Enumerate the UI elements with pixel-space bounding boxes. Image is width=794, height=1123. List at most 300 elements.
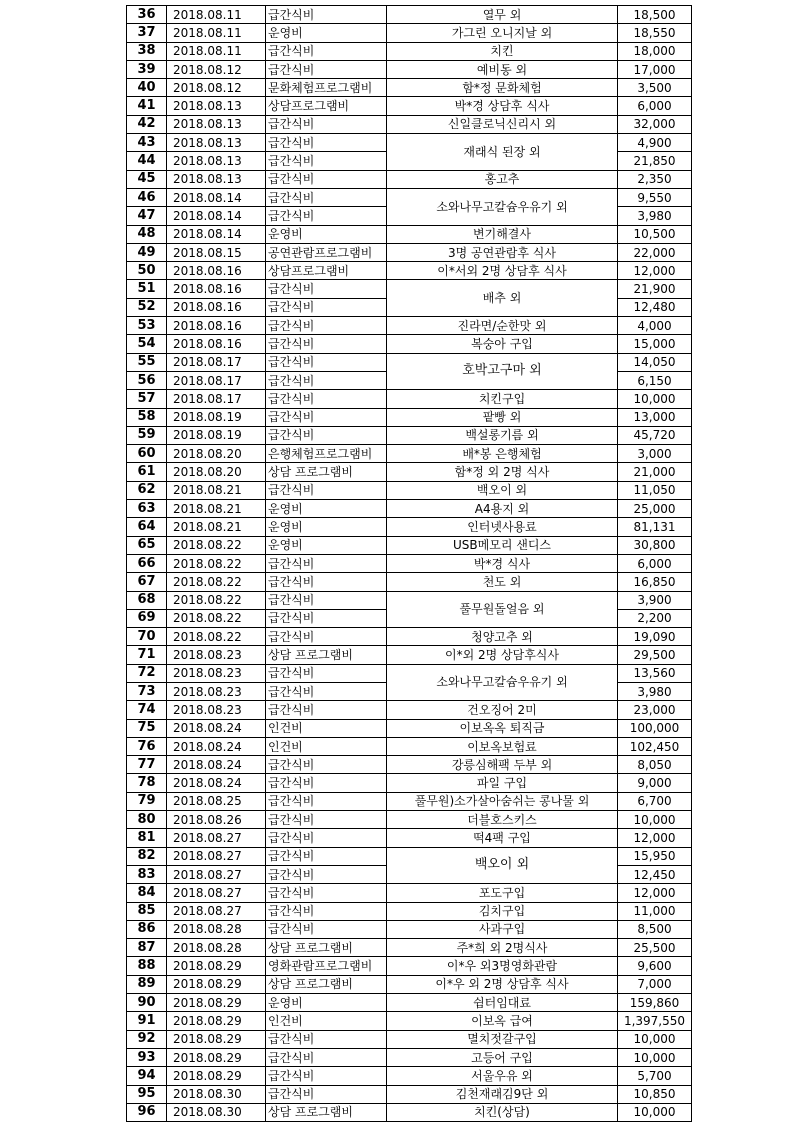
row-amount: 8,050 bbox=[618, 756, 692, 774]
row-category: 상담 프로그램비 bbox=[266, 1103, 387, 1121]
row-description: 호박고구마 외 bbox=[387, 353, 618, 390]
row-number: 85 bbox=[127, 902, 167, 920]
row-description: 치킨 bbox=[387, 42, 618, 60]
row-description: 진라면/순한맛 외 bbox=[387, 317, 618, 335]
row-date: 2018.08.22 bbox=[167, 609, 266, 627]
table-row bbox=[127, 957, 692, 975]
table-row bbox=[127, 554, 692, 572]
row-category: 급간식비 bbox=[266, 701, 387, 719]
row-description: 치킨(상담) bbox=[387, 1103, 618, 1121]
row-date: 2018.08.23 bbox=[167, 682, 266, 700]
table-row bbox=[127, 115, 692, 133]
table-row bbox=[127, 902, 692, 920]
row-number: 50 bbox=[127, 262, 167, 280]
row-date: 2018.08.13 bbox=[167, 152, 266, 170]
table-row bbox=[127, 719, 692, 737]
row-amount: 11,050 bbox=[618, 481, 692, 499]
row-date: 2018.08.29 bbox=[167, 1012, 266, 1030]
row-date: 2018.08.22 bbox=[167, 628, 266, 646]
row-amount: 2,200 bbox=[618, 609, 692, 627]
row-amount: 21,900 bbox=[618, 280, 692, 298]
row-amount: 6,000 bbox=[618, 97, 692, 115]
row-description: 배추 외 bbox=[387, 280, 618, 317]
row-category: 상담프로그램비 bbox=[266, 262, 387, 280]
row-category: 급간식비 bbox=[266, 426, 387, 444]
row-amount: 30,800 bbox=[618, 536, 692, 554]
row-category: 급간식비 bbox=[266, 170, 387, 188]
row-category: 급간식비 bbox=[266, 317, 387, 335]
row-date: 2018.08.28 bbox=[167, 920, 266, 938]
row-number: 42 bbox=[127, 115, 167, 133]
row-number: 84 bbox=[127, 884, 167, 902]
table-row bbox=[127, 24, 692, 42]
row-amount: 4,000 bbox=[618, 317, 692, 335]
row-category: 인건비 bbox=[266, 1012, 387, 1030]
row-description: 떡4팩 구입 bbox=[387, 829, 618, 847]
row-number: 66 bbox=[127, 554, 167, 572]
row-number: 79 bbox=[127, 792, 167, 810]
row-category: 급간식비 bbox=[266, 920, 387, 938]
table-row bbox=[127, 792, 692, 810]
table-row bbox=[127, 42, 692, 60]
row-number: 63 bbox=[127, 500, 167, 518]
row-date: 2018.08.27 bbox=[167, 847, 266, 865]
row-amount: 6,000 bbox=[618, 554, 692, 572]
table-row bbox=[127, 756, 692, 774]
row-date: 2018.08.25 bbox=[167, 792, 266, 810]
row-category: 급간식비 bbox=[266, 1030, 387, 1048]
row-date: 2018.08.30 bbox=[167, 1085, 266, 1103]
row-date: 2018.08.20 bbox=[167, 445, 266, 463]
table-row bbox=[127, 262, 692, 280]
row-description: 치킨구입 bbox=[387, 390, 618, 408]
row-number: 45 bbox=[127, 170, 167, 188]
table-row bbox=[127, 1103, 692, 1121]
row-category: 급간식비 bbox=[266, 609, 387, 627]
table-row bbox=[127, 243, 692, 261]
row-date: 2018.08.13 bbox=[167, 115, 266, 133]
table-row bbox=[127, 1030, 692, 1048]
row-date: 2018.08.11 bbox=[167, 6, 266, 24]
table-row bbox=[127, 1085, 692, 1103]
row-date: 2018.08.28 bbox=[167, 939, 266, 957]
row-date: 2018.08.14 bbox=[167, 225, 266, 243]
row-date: 2018.08.13 bbox=[167, 134, 266, 152]
row-amount: 15,950 bbox=[618, 847, 692, 865]
row-description: 이*외 2명 상담후식사 bbox=[387, 646, 618, 664]
table-row bbox=[127, 1048, 692, 1066]
row-date: 2018.08.24 bbox=[167, 756, 266, 774]
row-amount: 3,500 bbox=[618, 79, 692, 97]
row-amount: 32,000 bbox=[618, 115, 692, 133]
row-date: 2018.08.29 bbox=[167, 975, 266, 993]
row-category: 급간식비 bbox=[266, 115, 387, 133]
row-number: 80 bbox=[127, 811, 167, 829]
row-description: 3명 공연관람후 식사 bbox=[387, 243, 618, 261]
row-category: 급간식비 bbox=[266, 42, 387, 60]
row-number: 87 bbox=[127, 939, 167, 957]
row-number: 37 bbox=[127, 24, 167, 42]
row-description: 서울우유 외 bbox=[387, 1067, 618, 1085]
row-amount: 17,000 bbox=[618, 60, 692, 78]
table-row bbox=[127, 1012, 692, 1030]
table-row bbox=[127, 500, 692, 518]
row-amount: 12,000 bbox=[618, 262, 692, 280]
row-description: 김치구입 bbox=[387, 902, 618, 920]
row-date: 2018.08.22 bbox=[167, 573, 266, 591]
row-amount: 10,000 bbox=[618, 390, 692, 408]
row-amount: 9,550 bbox=[618, 188, 692, 206]
row-amount: 25,500 bbox=[618, 939, 692, 957]
row-amount: 6,150 bbox=[618, 371, 692, 389]
row-date: 2018.08.16 bbox=[167, 317, 266, 335]
row-number: 92 bbox=[127, 1030, 167, 1048]
table-row bbox=[127, 280, 692, 298]
row-date: 2018.08.16 bbox=[167, 298, 266, 316]
row-category: 상담프로그램비 bbox=[266, 97, 387, 115]
row-amount: 81,131 bbox=[618, 518, 692, 536]
row-description: 가그린 오니지날 외 bbox=[387, 24, 618, 42]
row-category: 급간식비 bbox=[266, 884, 387, 902]
row-date: 2018.08.29 bbox=[167, 1048, 266, 1066]
row-date: 2018.08.23 bbox=[167, 646, 266, 664]
row-amount: 45,720 bbox=[618, 426, 692, 444]
row-number: 83 bbox=[127, 865, 167, 883]
table-row bbox=[127, 591, 692, 609]
row-description: 이*우 외3명영화관람 bbox=[387, 957, 618, 975]
row-date: 2018.08.11 bbox=[167, 42, 266, 60]
row-amount: 12,000 bbox=[618, 884, 692, 902]
row-category: 급간식비 bbox=[266, 1067, 387, 1085]
row-description: USB메모리 샌디스 bbox=[387, 536, 618, 554]
row-date: 2018.08.14 bbox=[167, 188, 266, 206]
row-category: 상담 프로그램비 bbox=[266, 975, 387, 993]
table-row bbox=[127, 60, 692, 78]
table-row bbox=[127, 134, 692, 152]
row-description: 예비동 외 bbox=[387, 60, 618, 78]
expense-ledger-table bbox=[126, 5, 692, 1122]
row-description: 소와나무고칼슘우유기 외 bbox=[387, 664, 618, 701]
row-description: 강릉심해팩 두부 외 bbox=[387, 756, 618, 774]
row-number: 67 bbox=[127, 573, 167, 591]
row-category: 문화체험프로그램비 bbox=[266, 79, 387, 97]
table-row bbox=[127, 701, 692, 719]
row-amount: 12,000 bbox=[618, 829, 692, 847]
table-row bbox=[127, 884, 692, 902]
row-amount: 8,500 bbox=[618, 920, 692, 938]
row-date: 2018.08.29 bbox=[167, 1030, 266, 1048]
row-amount: 21,000 bbox=[618, 463, 692, 481]
row-number: 82 bbox=[127, 847, 167, 865]
table-row bbox=[127, 811, 692, 829]
row-category: 급간식비 bbox=[266, 188, 387, 206]
table-row bbox=[127, 829, 692, 847]
row-description: 이보옥옥 퇴직금 bbox=[387, 719, 618, 737]
row-date: 2018.08.30 bbox=[167, 1103, 266, 1121]
row-number: 73 bbox=[127, 682, 167, 700]
row-date: 2018.08.17 bbox=[167, 390, 266, 408]
row-date: 2018.08.29 bbox=[167, 1067, 266, 1085]
row-date: 2018.08.27 bbox=[167, 829, 266, 847]
row-description: 박*경 상담후 식사 bbox=[387, 97, 618, 115]
row-description: 팥빵 외 bbox=[387, 408, 618, 426]
row-amount: 100,000 bbox=[618, 719, 692, 737]
table-row bbox=[127, 847, 692, 865]
row-amount: 9,600 bbox=[618, 957, 692, 975]
table-row bbox=[127, 518, 692, 536]
row-date: 2018.08.16 bbox=[167, 280, 266, 298]
row-category: 급간식비 bbox=[266, 481, 387, 499]
row-category: 급간식비 bbox=[266, 902, 387, 920]
row-date: 2018.08.26 bbox=[167, 811, 266, 829]
row-category: 급간식비 bbox=[266, 591, 387, 609]
row-description: 이보옥 급여 bbox=[387, 1012, 618, 1030]
row-date: 2018.08.24 bbox=[167, 774, 266, 792]
row-category: 급간식비 bbox=[266, 682, 387, 700]
row-date: 2018.08.14 bbox=[167, 207, 266, 225]
row-category: 급간식비 bbox=[266, 847, 387, 865]
row-date: 2018.08.20 bbox=[167, 463, 266, 481]
row-description: 쉼터임대료 bbox=[387, 994, 618, 1012]
row-date: 2018.08.29 bbox=[167, 994, 266, 1012]
row-number: 46 bbox=[127, 188, 167, 206]
row-amount: 10,850 bbox=[618, 1085, 692, 1103]
row-amount: 159,860 bbox=[618, 994, 692, 1012]
row-amount: 102,450 bbox=[618, 737, 692, 755]
row-number: 36 bbox=[127, 6, 167, 24]
row-amount: 3,980 bbox=[618, 207, 692, 225]
row-category: 급간식비 bbox=[266, 774, 387, 792]
row-description: 건오징어 2미 bbox=[387, 701, 618, 719]
row-number: 72 bbox=[127, 664, 167, 682]
row-category: 은행체험프로그램비 bbox=[266, 445, 387, 463]
row-amount: 13,000 bbox=[618, 408, 692, 426]
row-number: 65 bbox=[127, 536, 167, 554]
table-row bbox=[127, 737, 692, 755]
row-date: 2018.08.16 bbox=[167, 335, 266, 353]
row-category: 상담 프로그램비 bbox=[266, 646, 387, 664]
row-category: 운영비 bbox=[266, 994, 387, 1012]
table-row bbox=[127, 390, 692, 408]
row-amount: 12,450 bbox=[618, 865, 692, 883]
row-amount: 5,700 bbox=[618, 1067, 692, 1085]
row-date: 2018.08.21 bbox=[167, 500, 266, 518]
row-number: 81 bbox=[127, 829, 167, 847]
row-amount: 18,500 bbox=[618, 6, 692, 24]
row-category: 급간식비 bbox=[266, 353, 387, 371]
table-row bbox=[127, 6, 692, 24]
row-number: 64 bbox=[127, 518, 167, 536]
table-row bbox=[127, 170, 692, 188]
row-number: 90 bbox=[127, 994, 167, 1012]
row-date: 2018.08.19 bbox=[167, 408, 266, 426]
row-description: 더블호스키스 bbox=[387, 811, 618, 829]
row-amount: 23,000 bbox=[618, 701, 692, 719]
row-amount: 21,850 bbox=[618, 152, 692, 170]
row-number: 56 bbox=[127, 371, 167, 389]
row-amount: 10,000 bbox=[618, 1048, 692, 1066]
row-date: 2018.08.24 bbox=[167, 719, 266, 737]
row-description: 백설롱기름 외 bbox=[387, 426, 618, 444]
row-amount: 13,560 bbox=[618, 664, 692, 682]
row-category: 운영비 bbox=[266, 225, 387, 243]
row-number: 78 bbox=[127, 774, 167, 792]
row-description: 신일클로닉신리시 외 bbox=[387, 115, 618, 133]
table-row bbox=[127, 353, 692, 371]
row-category: 공연관람프로그램비 bbox=[266, 243, 387, 261]
table-row bbox=[127, 939, 692, 957]
row-amount: 15,000 bbox=[618, 335, 692, 353]
row-amount: 11,000 bbox=[618, 902, 692, 920]
row-description: 김천재래김9단 외 bbox=[387, 1085, 618, 1103]
table-row bbox=[127, 225, 692, 243]
table-row bbox=[127, 408, 692, 426]
row-description: 인터넷사용료 bbox=[387, 518, 618, 536]
row-category: 급간식비 bbox=[266, 865, 387, 883]
row-number: 93 bbox=[127, 1048, 167, 1066]
table-row bbox=[127, 646, 692, 664]
row-category: 급간식비 bbox=[266, 554, 387, 572]
row-category: 상담 프로그램비 bbox=[266, 939, 387, 957]
row-category: 급간식비 bbox=[266, 6, 387, 24]
ledger-body bbox=[127, 6, 692, 1122]
row-number: 57 bbox=[127, 390, 167, 408]
row-amount: 1,397,550 bbox=[618, 1012, 692, 1030]
row-date: 2018.08.11 bbox=[167, 24, 266, 42]
row-description: 이*우 외 2명 상담후 식사 bbox=[387, 975, 618, 993]
row-number: 61 bbox=[127, 463, 167, 481]
row-number: 39 bbox=[127, 60, 167, 78]
row-category: 급간식비 bbox=[266, 60, 387, 78]
row-category: 급간식비 bbox=[266, 573, 387, 591]
row-date: 2018.08.23 bbox=[167, 701, 266, 719]
row-date: 2018.08.24 bbox=[167, 737, 266, 755]
row-number: 96 bbox=[127, 1103, 167, 1121]
row-amount: 3,000 bbox=[618, 445, 692, 463]
row-number: 53 bbox=[127, 317, 167, 335]
table-row bbox=[127, 994, 692, 1012]
row-description: 풀무원돌얼음 외 bbox=[387, 591, 618, 628]
row-amount: 18,000 bbox=[618, 42, 692, 60]
row-number: 69 bbox=[127, 609, 167, 627]
table-row bbox=[127, 335, 692, 353]
row-number: 76 bbox=[127, 737, 167, 755]
row-category: 상담 프로그램비 bbox=[266, 463, 387, 481]
row-date: 2018.08.27 bbox=[167, 884, 266, 902]
table-row bbox=[127, 628, 692, 646]
row-description: 이보옥보험료 bbox=[387, 737, 618, 755]
row-description: A4용지 외 bbox=[387, 500, 618, 518]
row-amount: 22,000 bbox=[618, 243, 692, 261]
row-amount: 2,350 bbox=[618, 170, 692, 188]
row-date: 2018.08.22 bbox=[167, 554, 266, 572]
row-category: 급간식비 bbox=[266, 152, 387, 170]
row-number: 58 bbox=[127, 408, 167, 426]
row-category: 급간식비 bbox=[266, 335, 387, 353]
row-description: 이*서외 2명 상담후 식사 bbox=[387, 262, 618, 280]
row-number: 86 bbox=[127, 920, 167, 938]
row-number: 94 bbox=[127, 1067, 167, 1085]
table-row bbox=[127, 188, 692, 206]
row-date: 2018.08.29 bbox=[167, 957, 266, 975]
row-description: 재래식 된장 외 bbox=[387, 134, 618, 171]
row-description: 멸치젓갈구입 bbox=[387, 1030, 618, 1048]
row-number: 74 bbox=[127, 701, 167, 719]
table-row bbox=[127, 426, 692, 444]
row-description: 고등어 구입 bbox=[387, 1048, 618, 1066]
row-category: 급간식비 bbox=[266, 408, 387, 426]
table-row bbox=[127, 920, 692, 938]
row-description: 주*희 외 2명식사 bbox=[387, 939, 618, 957]
row-category: 급간식비 bbox=[266, 829, 387, 847]
row-amount: 19,090 bbox=[618, 628, 692, 646]
row-description: 함*정 문화체험 bbox=[387, 79, 618, 97]
table-row bbox=[127, 317, 692, 335]
row-amount: 4,900 bbox=[618, 134, 692, 152]
row-date: 2018.08.16 bbox=[167, 262, 266, 280]
row-number: 40 bbox=[127, 79, 167, 97]
row-amount: 12,480 bbox=[618, 298, 692, 316]
row-category: 운영비 bbox=[266, 500, 387, 518]
row-amount: 25,000 bbox=[618, 500, 692, 518]
row-amount: 14,050 bbox=[618, 353, 692, 371]
row-number: 52 bbox=[127, 298, 167, 316]
row-number: 75 bbox=[127, 719, 167, 737]
row-category: 급간식비 bbox=[266, 664, 387, 682]
row-number: 71 bbox=[127, 646, 167, 664]
row-number: 88 bbox=[127, 957, 167, 975]
table-row bbox=[127, 975, 692, 993]
row-date: 2018.08.23 bbox=[167, 664, 266, 682]
row-amount: 16,850 bbox=[618, 573, 692, 591]
table-row bbox=[127, 481, 692, 499]
row-description: 포도구입 bbox=[387, 884, 618, 902]
row-description: 변기해결사 bbox=[387, 225, 618, 243]
table-row bbox=[127, 774, 692, 792]
row-amount: 7,000 bbox=[618, 975, 692, 993]
row-number: 51 bbox=[127, 280, 167, 298]
row-category: 급간식비 bbox=[266, 390, 387, 408]
row-amount: 29,500 bbox=[618, 646, 692, 664]
row-category: 급간식비 bbox=[266, 134, 387, 152]
row-date: 2018.08.21 bbox=[167, 481, 266, 499]
row-description: 풀무원)소가살아숨쉬는 콩나물 외 bbox=[387, 792, 618, 810]
row-date: 2018.08.15 bbox=[167, 243, 266, 261]
row-category: 운영비 bbox=[266, 536, 387, 554]
row-description: 파일 구입 bbox=[387, 774, 618, 792]
row-amount: 10,000 bbox=[618, 1103, 692, 1121]
row-description: 홍고추 bbox=[387, 170, 618, 188]
row-description: 백오이 외 bbox=[387, 481, 618, 499]
row-description: 청양고추 외 bbox=[387, 628, 618, 646]
row-number: 44 bbox=[127, 152, 167, 170]
row-description: 사과구입 bbox=[387, 920, 618, 938]
row-number: 95 bbox=[127, 1085, 167, 1103]
row-number: 60 bbox=[127, 445, 167, 463]
row-category: 급간식비 bbox=[266, 1085, 387, 1103]
row-category: 급간식비 bbox=[266, 756, 387, 774]
row-number: 41 bbox=[127, 97, 167, 115]
row-description: 박*경 식사 bbox=[387, 554, 618, 572]
row-category: 인건비 bbox=[266, 719, 387, 737]
table-row bbox=[127, 463, 692, 481]
row-date: 2018.08.22 bbox=[167, 591, 266, 609]
row-date: 2018.08.12 bbox=[167, 60, 266, 78]
row-number: 54 bbox=[127, 335, 167, 353]
row-description: 천도 외 bbox=[387, 573, 618, 591]
row-amount: 6,700 bbox=[618, 792, 692, 810]
row-number: 70 bbox=[127, 628, 167, 646]
